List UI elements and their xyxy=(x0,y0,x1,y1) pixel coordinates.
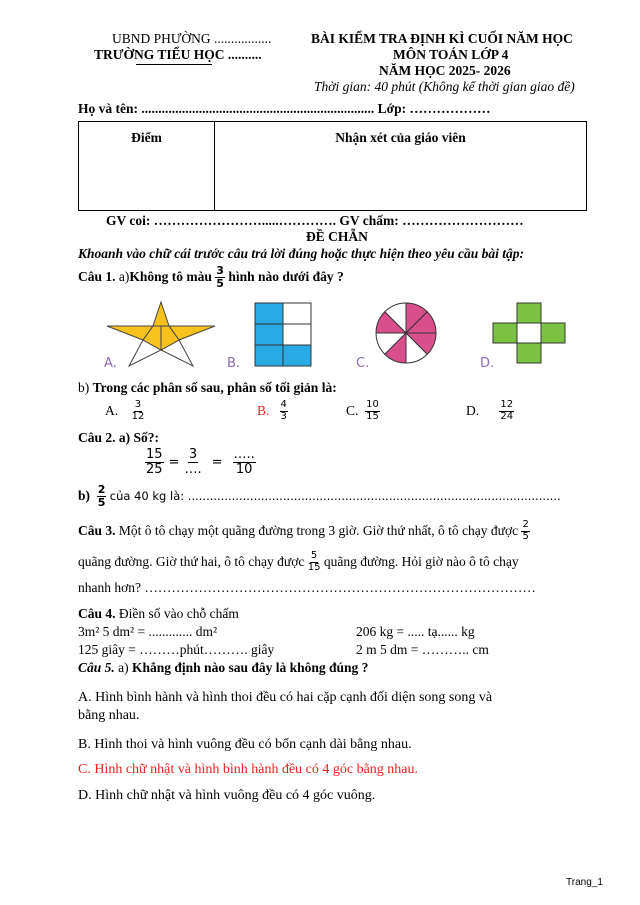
q2-f1-den: 25 xyxy=(146,461,163,477)
q4-row1-left: 3m² 5 dm² = ............. dm² xyxy=(78,624,218,639)
q4-text: Điền số vào chỗ chấm xyxy=(118,606,239,621)
q1-option-a-letter: A. xyxy=(105,403,119,418)
q3-fraction-2 xyxy=(308,551,321,573)
q1-option-d-fraction xyxy=(499,400,514,422)
q1-option-b-num: 4 xyxy=(280,399,287,410)
q2-f1-num: 15 xyxy=(146,447,163,462)
q2-b-num: 2 xyxy=(97,483,106,496)
q1-option-c-den: 15 xyxy=(366,410,379,422)
q2-fraction-2 xyxy=(184,448,201,476)
q2-part-b xyxy=(78,484,561,508)
q1-frac-num: 3 xyxy=(216,264,224,277)
header-right-line1: BÀI KIỂM TRA ĐỊNH KÌ CUỐI NĂM HỌC xyxy=(311,31,573,46)
q3-f2-num: 5 xyxy=(310,550,318,561)
grade-table xyxy=(78,121,587,211)
q1-option-b xyxy=(257,400,288,422)
circle-sectors xyxy=(376,303,436,363)
student-name-line: Họ và tên: ..................................................................... Lớp: ……………… xyxy=(78,101,491,116)
q2-label: Câu 2. a) Số?: xyxy=(78,430,160,445)
q1-option-c-fraction xyxy=(365,400,380,422)
q5-option-a-line2: bằng nhau. xyxy=(78,708,140,723)
q1-b-prefix: b) xyxy=(78,380,93,395)
q2-eq-2: = xyxy=(211,454,223,470)
q3-label: Câu 3. xyxy=(78,523,116,538)
q2-fraction-1 xyxy=(145,448,164,476)
q2-b-fraction xyxy=(97,484,107,508)
q5-option-b: B. Hình thoi và hình vuông đều có bốn cạnh dài bằng nhau. xyxy=(78,737,412,752)
q3-text2a: quãng đường. Giờ thứ hai, ô tô chạy được xyxy=(78,554,305,569)
score-header: Điểm xyxy=(131,130,162,145)
teachers-line: GV coi: …………………….....…………. GV chấm: ……………………… xyxy=(106,213,524,228)
header-left-line2: TRƯỜNG TIỂU HỌC .......... xyxy=(94,47,262,62)
q2-fraction-3 xyxy=(233,448,256,476)
figure-a-label: A. xyxy=(104,356,117,371)
q4-row2-right: 2 m 5 dm = ……….. cm xyxy=(356,642,489,657)
q1-frac-den: 5 xyxy=(216,276,224,290)
q2-f2-den: …. xyxy=(184,461,202,477)
q4-heading xyxy=(78,606,239,622)
header-underline xyxy=(136,64,212,65)
q5-prefix: a) xyxy=(114,660,133,675)
q1-option-b-den: 3 xyxy=(280,410,287,422)
comment-cell xyxy=(215,122,587,211)
header-right-line2: MÔN TOÁN LỚP 4 xyxy=(393,47,509,62)
score-cell xyxy=(79,122,215,211)
q1-label: Câu 1. xyxy=(78,269,116,285)
figure-c-label: C. xyxy=(356,356,370,371)
q2-b-den: 5 xyxy=(97,495,106,509)
q1-a-text1: Không tô màu xyxy=(129,269,212,285)
star-segment-1 xyxy=(153,302,169,326)
q1-option-c-letter: C. xyxy=(346,403,359,418)
q1-option-c-num: 10 xyxy=(366,399,379,410)
q1-part-b xyxy=(78,380,337,396)
q5-text: Khẳng định nào sau đây là không đúng ? xyxy=(132,660,369,675)
figure-a-star xyxy=(105,300,217,368)
q5-option-d: D. Hình chữ nhật và hình vuông đều có 4 góc vuông. xyxy=(78,788,376,803)
q1-option-a xyxy=(105,400,144,422)
q4-row2-left: 125 giây = ………phút………. giây xyxy=(78,642,275,657)
q1-option-a-fraction xyxy=(132,400,145,422)
comment-header: Nhận xét của giáo viên xyxy=(335,130,466,145)
q1-part-a xyxy=(78,265,344,289)
q3-line2 xyxy=(78,551,519,573)
q2-f3-num: ….. xyxy=(233,447,255,462)
q1-option-a-num: 3 xyxy=(134,399,142,410)
q4-row1-right: 206 kg = ..... tạ...... kg xyxy=(356,624,475,639)
q5-option-a-line1: A. Hình bình hành và hình thoi đều có hai cặp cạnh đối diện song song và xyxy=(78,690,493,705)
q5-heading xyxy=(78,660,368,676)
q1-option-d-letter: D. xyxy=(466,403,480,418)
q1-option-d-num: 12 xyxy=(500,399,514,410)
page-number: Trang_1 xyxy=(566,877,603,888)
figure-d-label: D. xyxy=(480,356,495,371)
header-right-line4: Thời gian: 40 phút (Không kể thời gian giao đề) xyxy=(314,79,575,94)
q5-label: Câu 5. xyxy=(78,660,115,675)
header-right-line3: NĂM HỌC 2025- 2026 xyxy=(379,63,511,78)
q3-fraction-1 xyxy=(521,520,529,542)
q3-f1-num: 2 xyxy=(522,519,529,530)
q3-line3: nhanh hơn? …………………………………………………………………………… xyxy=(78,580,536,595)
q1-a-prefix: a) xyxy=(118,269,130,285)
figure-b-label: B. xyxy=(227,356,241,371)
q3-f1-den: 5 xyxy=(522,530,529,542)
exam-code: ĐỀ CHẴN xyxy=(306,229,368,244)
q2-f3-den: 10 xyxy=(235,461,253,477)
q1-b-text: Trong các phân số sau, phân số tối giản là: xyxy=(92,380,337,395)
q1-option-b-letter: B. xyxy=(257,403,270,418)
figure-b-squares xyxy=(254,302,314,368)
header-left-line1: UBND PHƯỜNG ................. xyxy=(112,31,272,46)
q1-fraction xyxy=(215,265,225,289)
q2-eq-1: = xyxy=(168,454,180,470)
q1-option-b-fraction xyxy=(280,400,288,422)
q2-b-prefix: b) xyxy=(78,488,91,504)
q3-f2-den: 15 xyxy=(307,561,321,573)
q3-text1: Một ô tô chạy một quãng đường trong 3 giờ. Giờ thứ nhất, ô tô chạy được xyxy=(118,523,519,538)
q2-equation xyxy=(145,448,256,476)
q1-option-d-den: 24 xyxy=(500,410,514,422)
q1-a-text2: hình nào dưới đây ? xyxy=(228,269,344,285)
q1-option-d xyxy=(466,400,514,422)
instruction: Khoanh vào chữ cái trước câu trả lời đúng hoặc thực hiện theo yêu cầu bài tập: xyxy=(78,246,525,261)
q1-option-c xyxy=(346,400,380,422)
q3-text2b: quãng đường. Hỏi giờ nào ô tô chạy xyxy=(323,554,519,569)
q3-line1 xyxy=(78,520,530,542)
q1-option-a-den: 12 xyxy=(131,410,145,422)
q2-b-text: của 40 kg là: ...................................................................................................... xyxy=(109,489,561,504)
q5-option-c: C. Hình chữ nhật và hình bình hành đều có 4 góc bằng nhau. xyxy=(78,762,419,777)
figure-c-circle xyxy=(374,301,438,365)
figure-d-cross xyxy=(492,302,566,366)
q4-label: Câu 4. xyxy=(78,606,116,621)
q2-f2-num: 3 xyxy=(188,447,198,462)
